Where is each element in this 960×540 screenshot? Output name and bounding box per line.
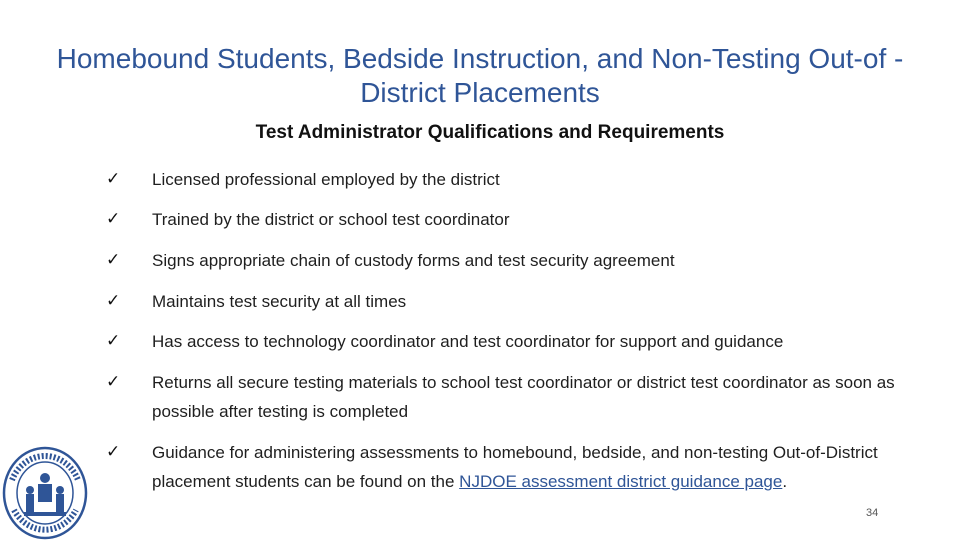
- checkmark-icon: ✓: [106, 291, 121, 311]
- list-item: [106, 165, 896, 194]
- checkmark-icon: ✓: [106, 169, 121, 189]
- list-item-text: Maintains test security at all times: [152, 292, 407, 311]
- nj-department-of-education-seal-logo: [2, 446, 88, 540]
- list-item: [106, 287, 896, 316]
- guidance-text-end: .: [782, 472, 788, 491]
- checkmark-icon: ✓: [106, 331, 121, 351]
- list-item-text: Trained by the district or school test coordinator: [152, 210, 510, 229]
- checkmark-icon: ✓: [106, 209, 121, 229]
- list-item-text: [152, 438, 896, 496]
- checkmark-icon: ✓: [106, 372, 121, 392]
- list-item: [106, 327, 896, 356]
- checkmark-icon: ✓: [106, 442, 121, 462]
- list-item-text: Licensed professional employed by the district: [152, 170, 500, 189]
- checkmark-icon: ✓: [106, 250, 121, 270]
- list-item: [106, 205, 896, 234]
- list-item: [106, 368, 896, 426]
- guidance-page-link[interactable]: NJDOE assessment district guidance page: [459, 472, 783, 491]
- slide-title: Homebound Students, Bedside Instruction, and Non-Testing Out-of -District Placements: [56, 43, 904, 108]
- list-item-text: Returns all secure testing materials to school test coordinator or district test coordinator as soon as possible after testing is completed: [152, 373, 895, 421]
- guidance-text: Guidance for administering assessments to homebound, bedside, and non-testing Out-of-District placement students can be found on the: [152, 443, 878, 491]
- slide-subtitle: Test Administrator Qualifications and Requirements: [255, 122, 725, 143]
- list-item-text: Has access to technology coordinator and test coordinator for support and guidance: [152, 332, 784, 351]
- list-item: [106, 246, 896, 275]
- page-number: 34: [866, 507, 879, 519]
- list-item: [106, 438, 896, 496]
- list-item-text: Signs appropriate chain of custody forms and test security agreement: [152, 251, 675, 270]
